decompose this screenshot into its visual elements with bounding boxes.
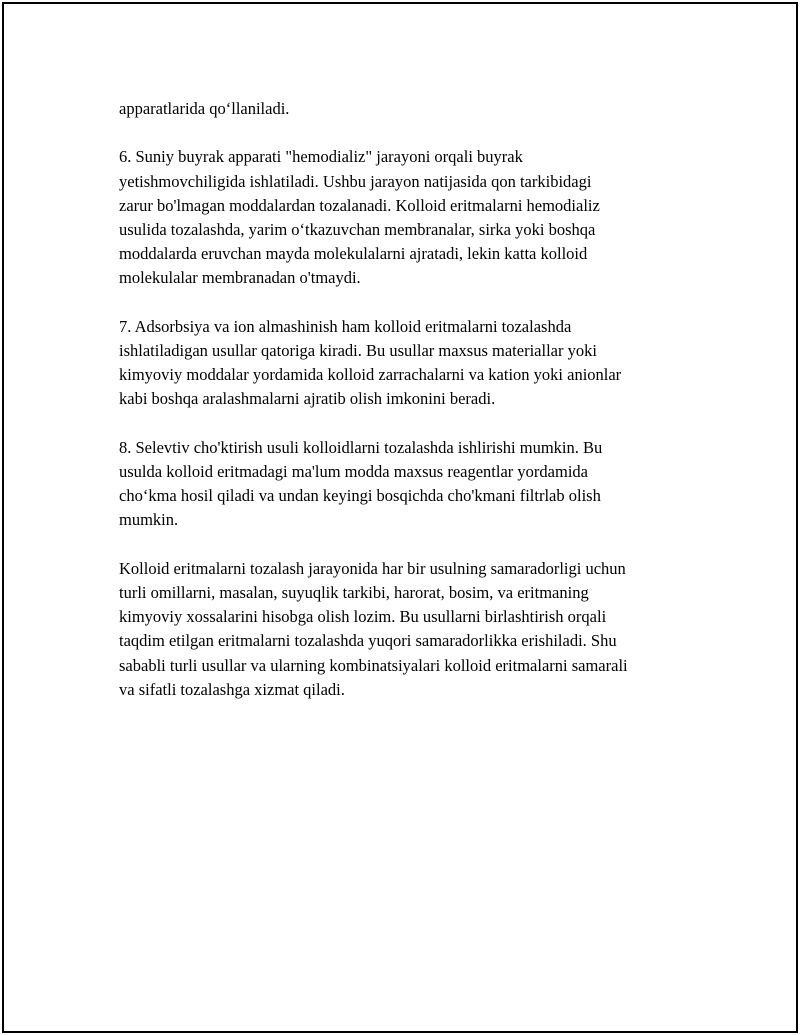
page-frame bbox=[2, 2, 798, 1033]
paragraph-conclusion: Kolloid eritmalarni tozalash jarayonida har bir usulning samaradorligi uchun turli omillarni, masalan, suyuqlik tarkibi, harorat, bosim, va eritmaning kimyoviy xossalarini hisobga olish lozim. Bu usullarni birlashtirish orqali taqdim etilgan eritmalarni tozalashda yuqori samaradorlikka erishiladi. Shu sababli turli usullar va ularning kombinatsiyalari kolloid eritmalarni samarali va sifatli tozalashga xizmat qiladi. bbox=[119, 558, 628, 699]
paragraph-item-6-hemodialysis: 6. Suniy buyrak apparati "hemodializ" jarayoni orqali buyrak yetishmovchiligida ishlatiladi. Ushbu jarayon natijasida qon tarkibidagi zarur bo'lmagan moddalardan tozalanadi. Kolloid eritmalarni hemodializ usulida tozalashda, yarim o‘tkazuvchan membranalar, sirka yoki boshqa moddalarda eruvchan mayda molekulalarni ajratadi, lekin katta kolloid molekulalar membranadan o'tmaydi. bbox=[119, 147, 600, 288]
paragraph-item-7-adsorption: 7. Adsorbsiya va ion almashinish ham kolloid eritmalarni tozalashda ishlatiladigan usullar qatoriga kiradi. Bu usullar maxsus materiallar yoki kimyoviy moddalar yordamida kolloid zarrachalarni va kation yoki anionlar kabi boshqa aralashmalarni ajratib olish imkonini beradi. bbox=[119, 316, 622, 409]
paragraph-continuation: apparatlarida qo‘llaniladi. bbox=[119, 99, 290, 118]
paragraph-item-8-precipitation: 8. Selevtiv cho'ktirish usuli kolloidlarni tozalashda ishlirishi mumkin. Bu usulda kolloid eritmadagi ma'lum modda maxsus reagentlar yordamida cho‘kma hosil qiladi va undan keyingi bosqichda cho'kmani filtrlab olish mumkin. bbox=[119, 437, 603, 530]
page-content bbox=[119, 97, 709, 726]
